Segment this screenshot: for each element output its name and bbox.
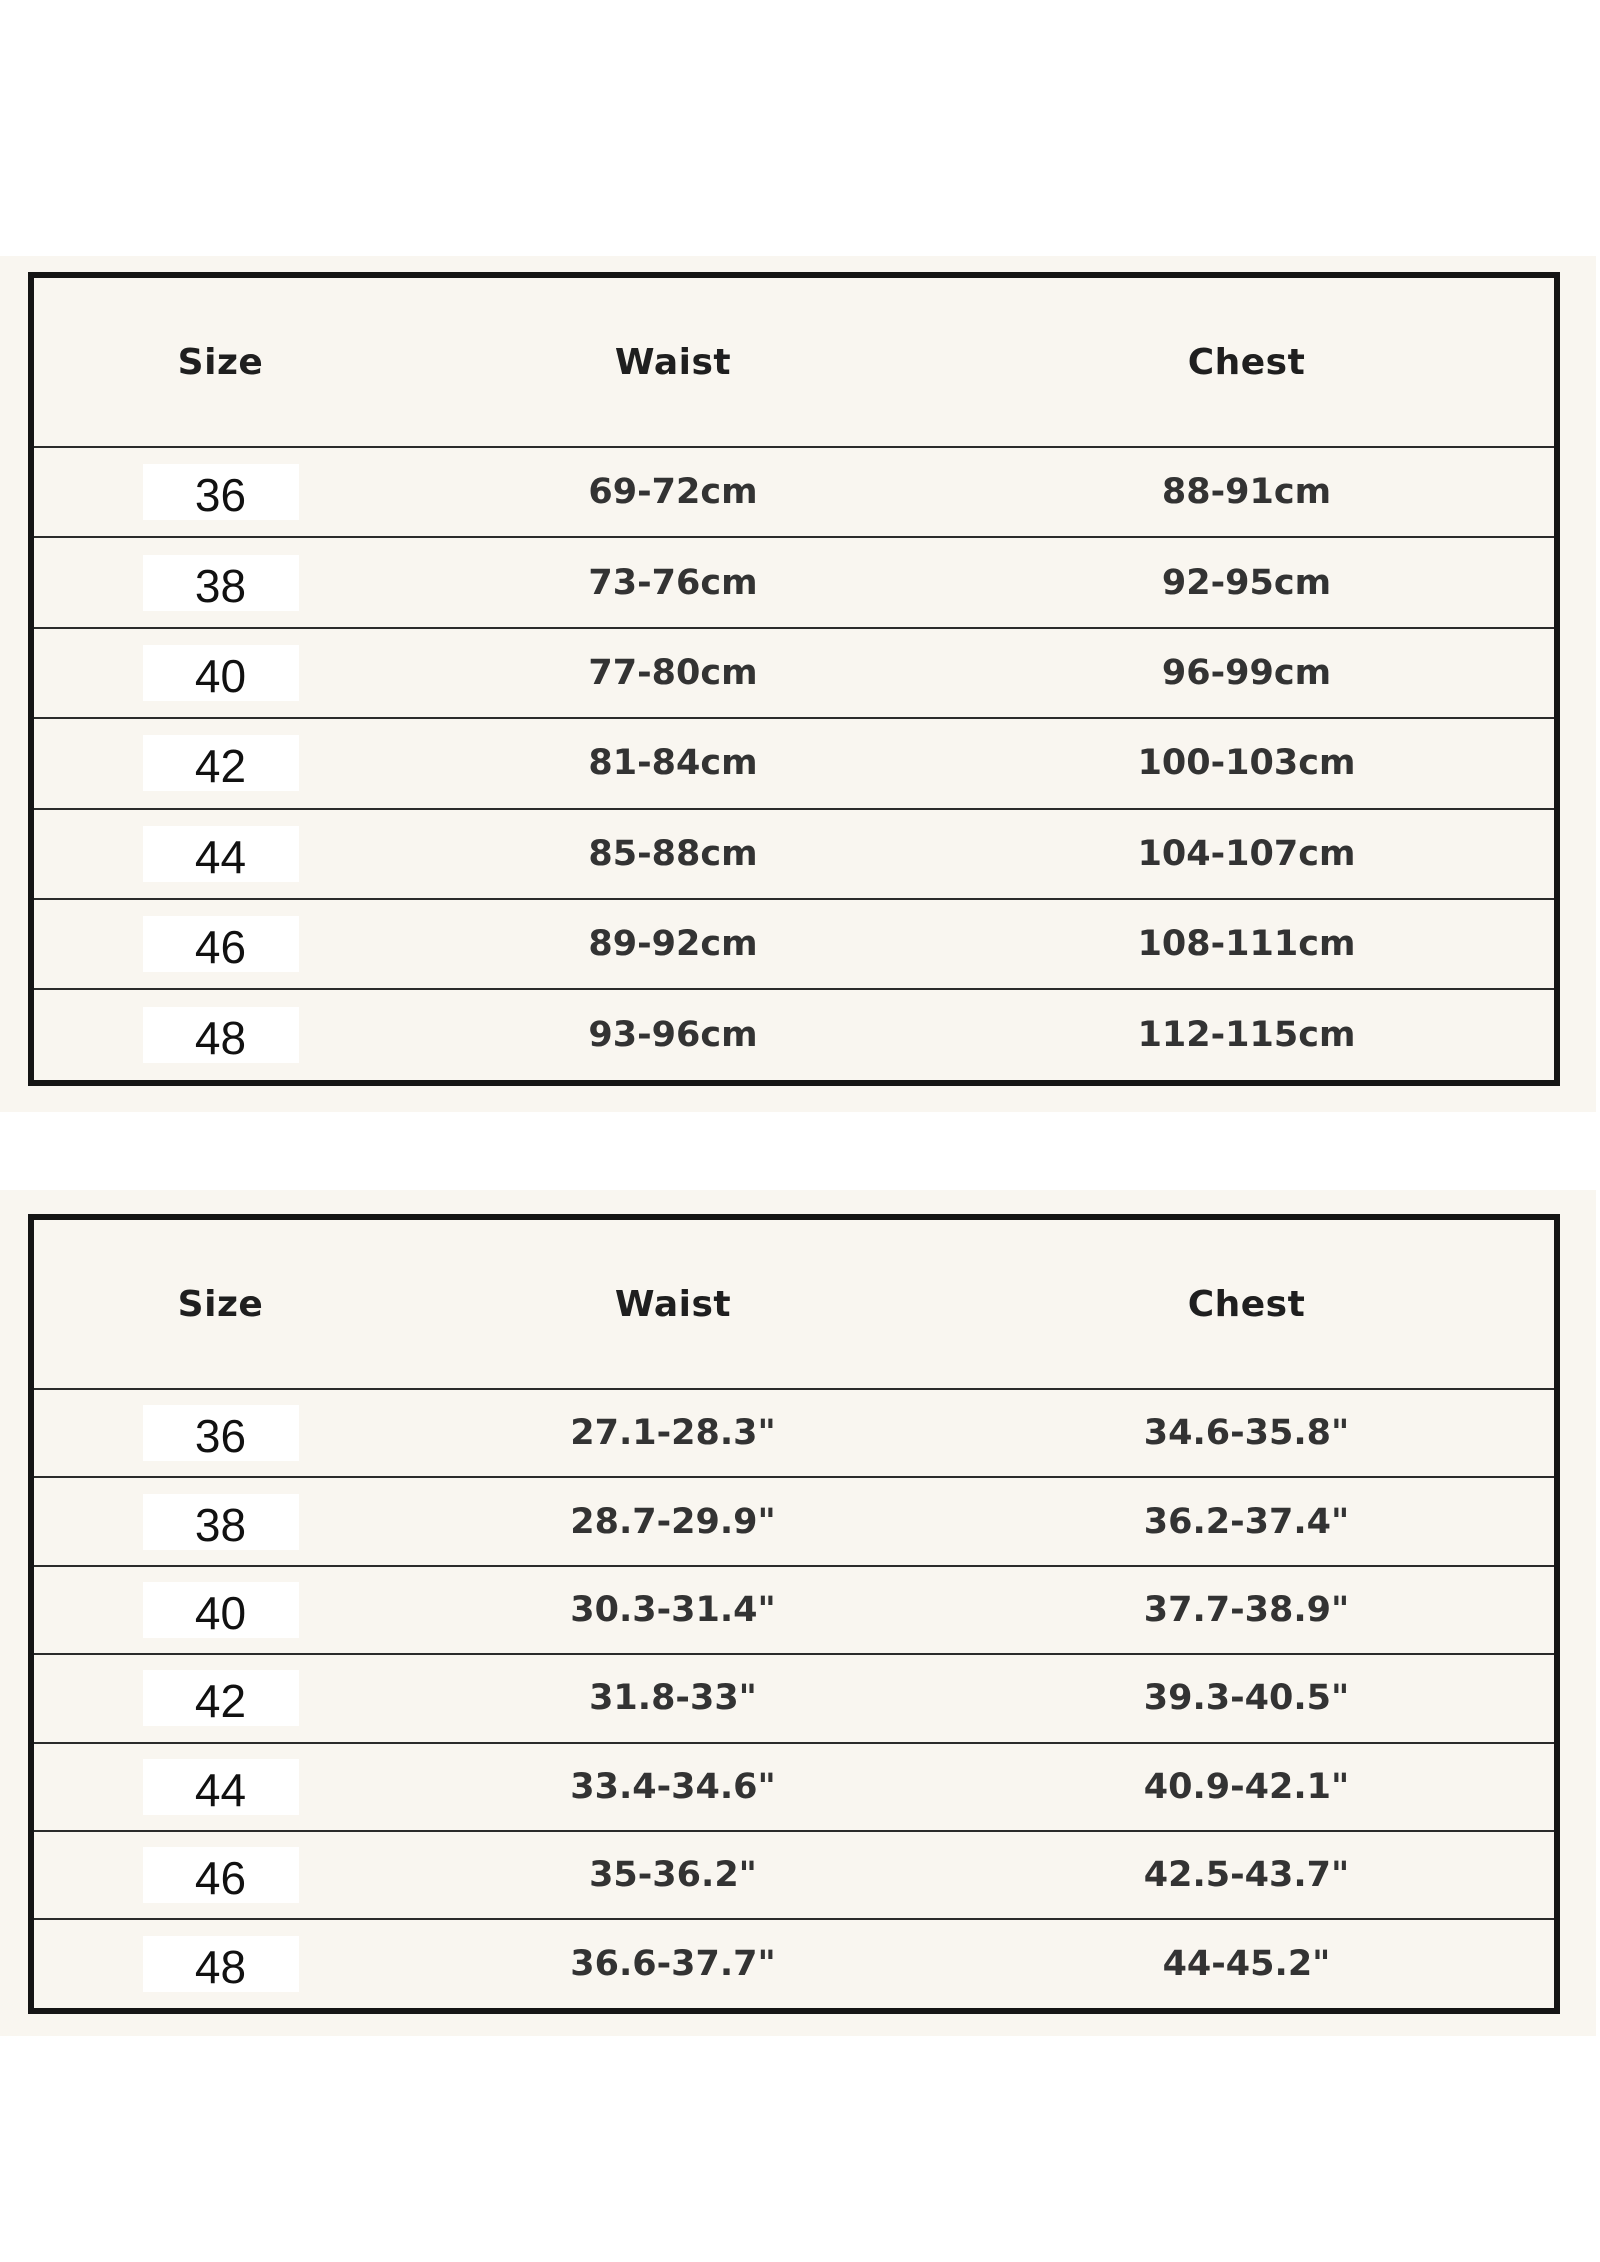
table-row xyxy=(31,1566,1557,1654)
size-value: 40 xyxy=(143,645,299,701)
waist-cell: 30.3-31.4" xyxy=(407,1566,939,1654)
size-cell xyxy=(31,718,407,808)
header-chest: Chest xyxy=(1187,1283,1306,1325)
size-chart-inch-panel xyxy=(0,1190,1596,2036)
waist-cell: 85-88cm xyxy=(407,809,939,899)
size-value: 38 xyxy=(143,1494,299,1550)
waist-cell: 35-36.2" xyxy=(407,1831,939,1919)
table-row xyxy=(31,1654,1557,1742)
table-row xyxy=(31,809,1557,899)
size-value: 46 xyxy=(143,916,299,972)
table-row xyxy=(31,1743,1557,1831)
header-waist: Waist xyxy=(614,341,732,383)
table-header-row xyxy=(31,1217,1557,1389)
size-value: 46 xyxy=(143,1847,299,1903)
size-chart-cm-panel xyxy=(0,256,1596,1112)
size-value: 48 xyxy=(143,1007,299,1063)
header-size: Size xyxy=(177,1283,264,1325)
waist-cell: 28.7-29.9" xyxy=(407,1477,939,1565)
table-row xyxy=(31,1831,1557,1919)
waist-cell: 69-72cm xyxy=(407,447,939,537)
size-value: 44 xyxy=(143,826,299,882)
waist-cell: 27.1-28.3" xyxy=(407,1389,939,1477)
table-row xyxy=(31,447,1557,537)
table-header-row xyxy=(31,275,1557,447)
waist-cell: 89-92cm xyxy=(407,899,939,989)
size-cell xyxy=(31,989,407,1083)
size-cell xyxy=(31,537,407,627)
size-chart-cm-table xyxy=(28,272,1560,1086)
table-row xyxy=(31,1919,1557,2011)
waist-cell: 31.8-33" xyxy=(407,1654,939,1742)
size-cell xyxy=(31,809,407,899)
table-row xyxy=(31,537,1557,627)
chest-cell: 112-115cm xyxy=(939,989,1557,1083)
table-row xyxy=(31,718,1557,808)
chest-cell: 88-91cm xyxy=(939,447,1557,537)
chest-cell: 39.3-40.5" xyxy=(939,1654,1557,1742)
table-row xyxy=(31,1389,1557,1477)
waist-cell: 77-80cm xyxy=(407,628,939,718)
table-row xyxy=(31,628,1557,718)
size-value: 42 xyxy=(143,1670,299,1726)
chest-cell: 96-99cm xyxy=(939,628,1557,718)
size-cell xyxy=(31,1566,407,1654)
size-cell xyxy=(31,1389,407,1477)
size-chart-inch-table xyxy=(28,1214,1560,2014)
size-cell xyxy=(31,899,407,989)
chest-cell: 42.5-43.7" xyxy=(939,1831,1557,1919)
size-cell xyxy=(31,447,407,537)
size-cell xyxy=(31,1654,407,1742)
size-value: 48 xyxy=(143,1936,299,1992)
size-cell xyxy=(31,628,407,718)
header-waist: Waist xyxy=(614,1283,732,1325)
chest-cell: 40.9-42.1" xyxy=(939,1743,1557,1831)
waist-cell: 93-96cm xyxy=(407,989,939,1083)
table-row xyxy=(31,899,1557,989)
chest-cell: 92-95cm xyxy=(939,537,1557,627)
chest-cell: 108-111cm xyxy=(939,899,1557,989)
chest-cell: 34.6-35.8" xyxy=(939,1389,1557,1477)
header-chest: Chest xyxy=(1187,341,1306,383)
size-value: 40 xyxy=(143,1582,299,1638)
chest-cell: 37.7-38.9" xyxy=(939,1566,1557,1654)
waist-cell: 81-84cm xyxy=(407,718,939,808)
waist-cell: 36.6-37.7" xyxy=(407,1919,939,2011)
chest-cell: 100-103cm xyxy=(939,718,1557,808)
waist-cell: 33.4-34.6" xyxy=(407,1743,939,1831)
chest-cell: 36.2-37.4" xyxy=(939,1477,1557,1565)
size-cell xyxy=(31,1831,407,1919)
size-value: 36 xyxy=(143,1405,299,1461)
chest-cell: 44-45.2" xyxy=(939,1919,1557,2011)
table-row xyxy=(31,989,1557,1083)
size-cell xyxy=(31,1743,407,1831)
header-size: Size xyxy=(177,341,264,383)
table-row xyxy=(31,1477,1557,1565)
size-value: 36 xyxy=(143,464,299,520)
size-cell xyxy=(31,1477,407,1565)
chest-cell: 104-107cm xyxy=(939,809,1557,899)
size-value: 38 xyxy=(143,555,299,611)
waist-cell: 73-76cm xyxy=(407,537,939,627)
size-value: 44 xyxy=(143,1759,299,1815)
size-cell xyxy=(31,1919,407,2011)
size-value: 42 xyxy=(143,735,299,791)
